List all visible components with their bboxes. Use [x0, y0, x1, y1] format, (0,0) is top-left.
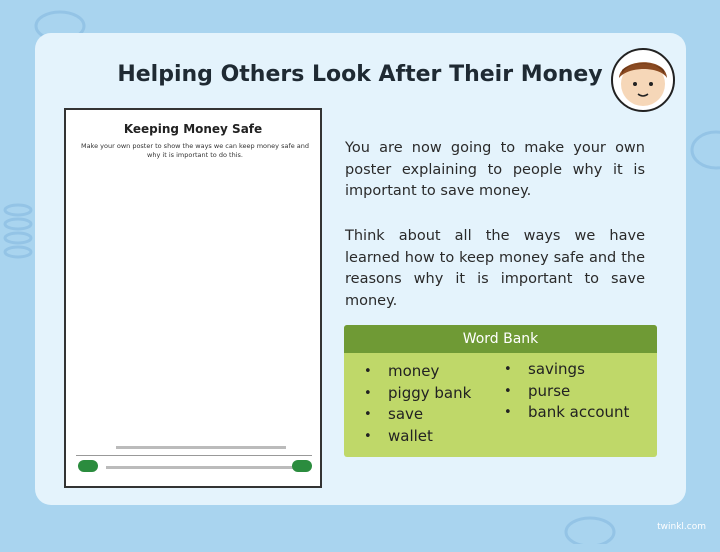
- coin-stack-icon: [2, 200, 34, 288]
- slide-title: Helping Others Look After Their Money: [117, 62, 603, 87]
- worksheet-footer-text: [106, 466, 306, 469]
- worksheet-footer-text: [116, 446, 286, 449]
- list-item: • piggy bank: [364, 383, 472, 402]
- list-item: • money: [364, 362, 440, 380]
- word-bank-heading: Word Bank: [344, 325, 657, 353]
- twinkl-logo-icon: [78, 460, 98, 472]
- list-item: • wallet: [364, 426, 433, 445]
- worksheet-instructions: Make your own poster to show the ways we can keep money safe and why it is important to do this.: [80, 142, 310, 159]
- list-item: • bank account: [504, 403, 630, 421]
- twinkl-logo-icon: [292, 460, 312, 472]
- brand-watermark: twinkl.com: [657, 522, 706, 532]
- list-item: • save: [364, 405, 424, 423]
- list-item: • savings: [504, 360, 585, 378]
- worksheet-title: Keeping Money Safe: [123, 122, 263, 136]
- word-bank-column-1: [364, 361, 471, 447]
- boy-face-icon: [608, 44, 678, 114]
- worksheet-footer-divider: [76, 455, 312, 456]
- piggy-bank-icon: [560, 508, 620, 552]
- instruction-paragraph-2: Think about all the ways we have learned how to keep money safe and the reasons why it is important to save money.: [345, 228, 645, 309]
- worksheet-preview: [64, 108, 322, 488]
- list-item: • purse: [504, 381, 571, 400]
- piggy-bank-icon: [690, 120, 720, 188]
- word-bank: [344, 325, 657, 457]
- instruction-paragraph-1: You are now going to make your own poster explaining to people why it is important to save money.: [345, 140, 645, 199]
- word-bank-column-2: [504, 359, 629, 424]
